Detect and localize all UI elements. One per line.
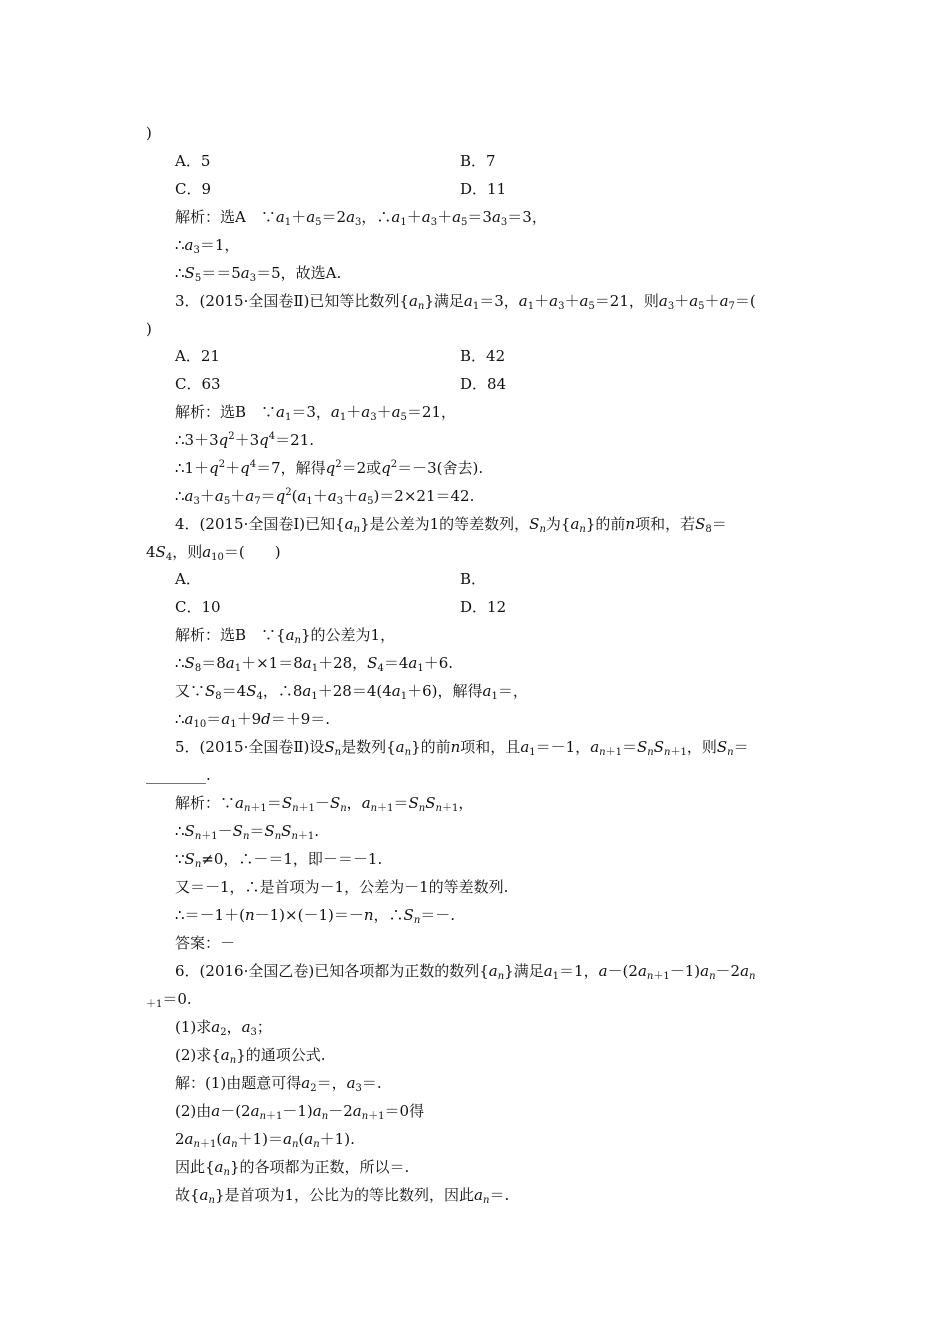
text-line-l34: 又＝－1，∴是首项为－1，公差为－1的等差数列. bbox=[175, 878, 509, 896]
text-line-l43: $2a_{n+1}(a_n+1)=a_n(a_n+1)$. bbox=[175, 1130, 355, 1150]
text-line-l45: 故$\{a_n\}$是首项为1，公比为的等比数列，因此$a_n=$. bbox=[175, 1186, 510, 1206]
text-line-l02: A．5 bbox=[175, 152, 211, 170]
text-line-l05: D．11 bbox=[460, 180, 507, 198]
text-line-l18: $\therefore a_3+a_5+a_7=q^2(a_1+a_3+a_5)=2\times 21=42$. bbox=[175, 487, 475, 507]
text-line-l27: 又$\because S_8=4S_4$，$\therefore 8a_1+28=4(4a_1+6)$，解得$a_1=$， bbox=[175, 682, 528, 702]
text-line-l19: 4．(2015·全国卷Ⅰ)已知$\{a_n\}$是公差为1的等差数列，$S_n$为$\{a_n\}$的前n项和，若$S_8=$ bbox=[175, 515, 727, 535]
text-line-l41: 解：(1)由题意可得$a_2=$，$a_3=$. bbox=[175, 1074, 382, 1094]
text-line-l15: 解析：选B $\because a_1=3$，$a_1+a_3+a_5=21$， bbox=[175, 403, 457, 423]
text-line-l10: ) bbox=[146, 320, 152, 338]
text-line-l29: 5．(2015·全国卷Ⅱ)设$S_n$是数列$\{a_n\}$的前n项和，且$a_1=-1$，$a_{n+1}=S_nS_{n+1}$，则$S_n=$ bbox=[175, 738, 749, 758]
text-line-l25: 解析：选B $\because\{a_n\}$的公差为1， bbox=[175, 626, 396, 646]
text-line-l24: D．12 bbox=[460, 598, 507, 616]
text-line-l36: 答案：－ bbox=[175, 934, 236, 952]
text-line-l33: $\because S_n\ne 0$，∴－＝1，即－＝－1. bbox=[175, 850, 383, 870]
text-line-l06: 解析：选A $\because a_1+a_5=2a_3$，$\therefore a_1+a_3+a_5=3a_3=3$， bbox=[175, 208, 547, 228]
text-line-l37: 6．(2016·全国乙卷)已知各项都为正数的数列$\{a_n\}$满足$a_1=1$，$a-(2a_{n+1}-1)a_n-2a_n$ bbox=[175, 962, 756, 982]
text-line-l09: 3．(2015·全国卷Ⅱ)已知等比数列$\{a_n\}$满足$a_1=3$，$a_1+a_3+a_5=21$，则$a_3+a_5+a_7=$( bbox=[175, 292, 756, 312]
text-line-l30: ________. bbox=[146, 766, 211, 784]
text-line-l22: B． bbox=[460, 570, 487, 588]
text-line-l07: $\therefore a_3=1$， bbox=[175, 236, 240, 256]
text-line-l38: $_{+1}$＝0. bbox=[146, 990, 192, 1010]
text-line-l17: $\therefore 1+q^2+q^4=7$，解得$q^2=2$或$q^2=-3$(舍去). bbox=[175, 459, 484, 477]
text-line-l08: $\therefore S_5==5a_3=5$，故选A. bbox=[175, 264, 342, 284]
text-line-l39: (1)求$a_2$，$a_3$； bbox=[175, 1018, 272, 1038]
text-line-l04: C．9 bbox=[175, 180, 212, 198]
text-line-l23: C．10 bbox=[175, 598, 221, 616]
text-line-l12: B．42 bbox=[460, 347, 506, 365]
text-line-l14: D．84 bbox=[460, 375, 507, 393]
text-line-l21: A． bbox=[175, 570, 201, 588]
text-line-l40: (2)求$\{a_n\}$的通项公式. bbox=[175, 1046, 326, 1066]
text-line-l13: C．63 bbox=[175, 375, 221, 393]
text-line-l31: 解析：$\because a_{n+1}=S_{n+1}-S_n$，$a_{n+1}=S_nS_{n+1}$， bbox=[175, 794, 474, 814]
text-line-l35: ∴＝－1＋(n－1)×(－1)＝－n，$\therefore S_n=-$. bbox=[175, 906, 456, 926]
text-line-l11: A．21 bbox=[175, 347, 220, 365]
text-line-l03: B．7 bbox=[460, 152, 496, 170]
text-line-l01: ) bbox=[146, 124, 152, 142]
text-line-l20: $4S_4$，则$a_{10}=$( ) bbox=[146, 543, 281, 563]
text-line-l26: $\therefore S_8=8a_1+\times 1=8a_1+28$，$S_4=4a_1+6$. bbox=[175, 654, 453, 674]
text-line-l16: $\therefore 3+3q^2+3q^4=21$. bbox=[175, 431, 315, 449]
text-line-l28: $\therefore a_{10}=a_1+9d=+9=$. bbox=[175, 710, 331, 730]
text-line-l32: $\therefore S_{n+1}-S_n=S_nS_{n+1}$. bbox=[175, 822, 320, 842]
text-line-l42: (2)由$a-(2a_{n+1}-1)a_n-2a_{n+1}=0$得 bbox=[175, 1102, 425, 1122]
text-line-l44: 因此$\{a_n\}$的各项都为正数，所以＝. bbox=[175, 1158, 410, 1178]
